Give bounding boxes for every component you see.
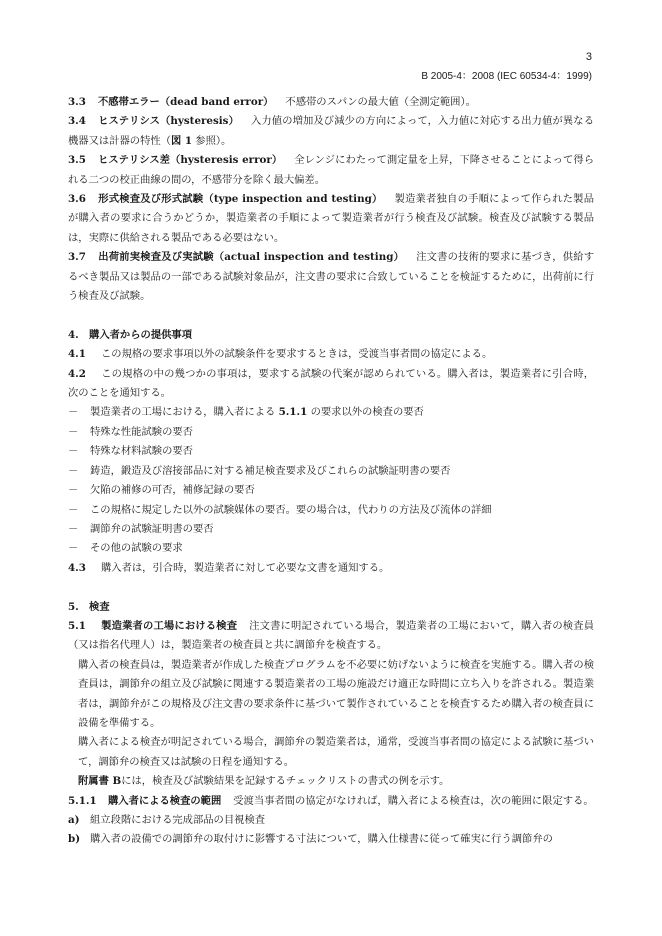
list-item-text-end: の要求以外の検査の要否 xyxy=(307,406,424,419)
dash-bullet: － xyxy=(68,542,79,555)
clause-3-5 xyxy=(68,151,594,190)
item-label: a) xyxy=(68,814,80,826)
list-item-text: 特殊な性能試験の要否 xyxy=(90,425,193,438)
clause-title: 製造業者の工場における検査 xyxy=(101,619,238,632)
list-item xyxy=(68,501,594,520)
definition-text: 全レンジにわたって測定量を上昇，下降させることによって得られる二つの校正曲線の間の，不感带分を除く最大偏差。 xyxy=(68,154,594,186)
list-item xyxy=(68,423,594,442)
clause-number: 3.5 xyxy=(68,154,86,167)
dash-bullet: － xyxy=(68,425,79,438)
list-item-text: 特殊な材料試験の要否 xyxy=(90,445,193,458)
item-label: b) xyxy=(68,833,81,846)
spacer xyxy=(68,306,594,325)
paragraph: 購入者の検査員は，製造業者が作成した検査プログラムを不必要に妨げないように検査を実施する。購入者の検査員は，調節弁の組立及び試験に関連する製造業者の工場の施設だけ適正な時間に立ち入りを許される。製造業者は，調節弁がこの規格及び注文書の要求条件に基づいて製作されていることを検査するため購入者の検査員に設備を準備する。 xyxy=(78,658,594,729)
list-item xyxy=(68,520,594,539)
clause-title: 購入者による検査の範囲 xyxy=(108,794,222,807)
clause-text: 購入者は，引合時，製造業者に対して必要な文書を通知する。 xyxy=(101,561,390,574)
clause-text: この規格の要求事項以外の試験条件を要求するときは，受渡当事者間の協定による。 xyxy=(101,348,493,361)
clause-3-7 xyxy=(68,248,594,306)
list-item xyxy=(68,462,594,481)
page-number: 3 xyxy=(585,51,592,63)
paragraph: 購入者による検査が明記されている場合，調節弁の製造業者は，通常，受渡当事者間の協定による試験に基づいて，調節弁の検査又は試験の日程を通知する。 xyxy=(78,736,594,768)
clause-5-1-1 xyxy=(68,792,594,811)
clause-text: 注文書に明記されている場合，製造業者の工場において，購入者の検査員（又は指名代理人）は，製造業者の検査員と共に調節弁を検査する。 xyxy=(68,619,594,652)
dash-bullet: － xyxy=(68,406,79,419)
clause-number: 3.7 xyxy=(68,251,86,264)
clause-reference: 5.1.1 xyxy=(278,406,308,419)
list-item-text: 調節弁の試験証明書の要否 xyxy=(90,522,214,535)
standard-number: B 2005-4：2008 (IEC 60534-4：1999) xyxy=(421,71,592,82)
clause-number: 3.4 xyxy=(68,115,86,128)
term-title: ヒステリシス差（hysteresis error） xyxy=(98,154,283,167)
definition-text: 製造業者独自の手順によって作られた製品が購入者の要求に合うかどうか，製造業者の手順によって製造業者が行う検査及び試験。検査及び試験する製品は，実際に供給される製品である必要はない。 xyxy=(68,193,594,244)
term-title: 不感帯エラー（dead band error） xyxy=(98,96,274,108)
list-item-b xyxy=(68,830,594,849)
clause-number: 3.6 xyxy=(68,193,86,206)
definition-text: 不感帯のスパンの最大値（全測定範囲）。 xyxy=(285,96,476,108)
clause-text: 受渡当事者間の協定がなければ，購入者による検査は，次の範囲に限定する。 xyxy=(233,794,594,807)
list-item-text: 鋳造，鍛造及び溶接部品に対する補足検査要求及びこれらの試験証明書の要否 xyxy=(90,464,451,477)
dash-bullet: － xyxy=(68,522,79,535)
spacer xyxy=(68,578,594,597)
dash-bullet: － xyxy=(68,464,79,477)
list-item xyxy=(68,481,594,500)
definition-text: 入力値の増加及び減少の方向によって，入力値に対応する出力値が異なる機器又は計器の特性（ xyxy=(68,115,594,147)
section-5-heading: 5. 検査 xyxy=(68,600,110,613)
list-item-text: その他の試験の要求 xyxy=(90,542,183,555)
definition-text-end: 参照）。 xyxy=(192,134,232,147)
annex-reference: 附属書 B xyxy=(78,775,122,788)
clause-number: 3.3 xyxy=(68,96,86,108)
list-item xyxy=(68,403,594,422)
clause-number: 4.3 xyxy=(68,561,86,574)
document-body xyxy=(68,93,594,850)
term-title: 出荷前実検査及び実試験（actual inspection and testing） xyxy=(98,251,405,264)
clause-5-1 xyxy=(68,617,594,656)
clause-number: 4.1 xyxy=(68,348,86,361)
clause-4-2 xyxy=(68,365,594,404)
clause-text: この規格の中の幾つかの事項は，要求する試験の代案が認められている。購入者は，製造業者に引合時，次のことを通知する。 xyxy=(68,367,594,400)
clause-number: 5.1 xyxy=(68,619,86,632)
clause-3-6 xyxy=(68,190,594,248)
clause-3-4 xyxy=(68,112,594,151)
list-item-text: この規格に規定した以外の試験媒体の要否。要の場合は，代わりの方法及び流体の詳細 xyxy=(90,503,492,516)
list-item-text: 購入者の設備での調節弁の取付けに影響する寸法について，購入仕様書に従って確実に行う調節弁の xyxy=(90,833,553,846)
term-title: 形式検査及び形式試験（type inspection and testing） xyxy=(98,193,383,206)
list-item-text: 欠陥の補修の可否，補修記録の要否 xyxy=(90,484,255,497)
paragraph xyxy=(68,772,594,791)
dash-bullet: － xyxy=(68,503,79,516)
clause-4-1 xyxy=(68,345,594,364)
list-item xyxy=(68,442,594,461)
dash-bullet: － xyxy=(68,484,79,497)
section-4-heading: 4. 購入者からの提供事項 xyxy=(68,328,193,341)
list-item-text: 製造業者の工場における，購入者による xyxy=(90,406,279,419)
list-item-a xyxy=(68,811,594,830)
clause-4-3 xyxy=(68,559,594,578)
dash-bullet: － xyxy=(68,445,79,458)
term-title: ヒステリシス（hysteresis） xyxy=(98,115,239,128)
list-item-text: 組立段階における完成部品の目視検査 xyxy=(90,814,266,826)
clause-3-3 xyxy=(68,93,594,112)
list-item xyxy=(68,539,594,558)
paragraph-text: には，検査及び試験結果を記録するチェックリストの書式の例を示す。 xyxy=(121,775,450,788)
figure-reference: 図 1 xyxy=(170,134,193,147)
definition-text: 注文書の技術的要求に基づき，供給するべき製品又は製品の一部である試験対象品が，注文書の要求に合致していることを検証するために，出荷前に行う検査及び試験。 xyxy=(68,251,595,303)
clause-number: 4.2 xyxy=(68,367,86,380)
clause-number: 5.1.1 xyxy=(68,794,97,807)
